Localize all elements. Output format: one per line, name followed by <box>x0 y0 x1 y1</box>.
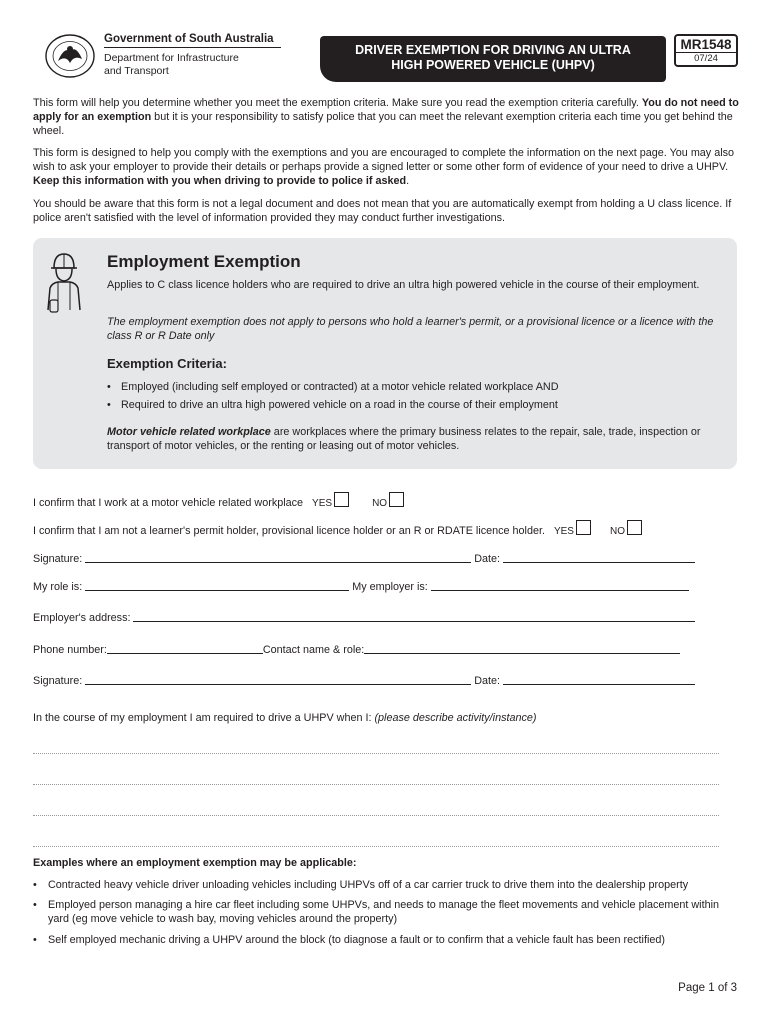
examples-list <box>33 878 733 953</box>
signature-row-2 <box>33 674 695 687</box>
page-number: Page 1 of 3 <box>678 982 737 994</box>
example-item: • Employed person managing a hire car fleet including some UHPVs, and needs to manage the fleet movements and vehicle placement within yard (eg move vehicle to wash bay, moving vehicles around the property) <box>33 898 733 926</box>
example-item: • Self employed mechanic driving a UHPV around the block (to diagnose a fault or to confirm that a vehicle fault has been rectified) <box>33 933 733 947</box>
employer-address-label: Employer's address: <box>33 612 131 624</box>
role-row <box>33 580 689 593</box>
confirm-workplace-row <box>33 492 404 509</box>
no-label: NO <box>372 498 388 509</box>
signature-field[interactable] <box>85 552 471 563</box>
department-line-1: Department for Infrastructure <box>104 52 239 64</box>
date-field[interactable] <box>503 552 695 563</box>
date-label: Date: <box>474 675 501 687</box>
example-item: • Contracted heavy vehicle driver unloading vehicles including UHPVs off of a car carrier truck to drive them into the dealership property <box>33 878 733 892</box>
intro-p2-bold: Keep this information with you when driving to provide to police if asked <box>33 175 407 188</box>
confirm-workplace-no-checkbox[interactable] <box>389 492 404 507</box>
form-title-line-2: HIGH POWERED VEHICLE (UHPV) <box>391 58 595 72</box>
intro-paragraph-3: You should be aware that this form is not a legal document and does not mean that you are automatically exempt from holding a U class licence. If police aren't satisfied with the level of information provided they may conduct further investigations. <box>33 198 732 225</box>
signature-label: Signature: <box>33 553 83 565</box>
phone-row <box>33 643 680 656</box>
phone-field[interactable] <box>107 643 263 654</box>
form-version: 07/24 <box>676 52 736 64</box>
description-line[interactable] <box>33 784 719 785</box>
intro-p2-text-2: . <box>406 175 410 188</box>
examples-heading: Examples where an employment exemption may be applicable: <box>33 857 357 869</box>
date-label: Date: <box>474 553 501 565</box>
header-rule <box>104 47 281 48</box>
sa-government-logo <box>44 33 96 79</box>
confirm-workplace-label: I confirm that I work at a motor vehicle related workplace <box>33 497 304 509</box>
intro-p1-bold: You do not need to apply for an exemption <box>33 97 739 124</box>
intro-p2-text: This form is designed to help you comply with the exemptions and you are encouraged to complete the information on the next page. You may also wish to ask your employer to provide their details or perhaps provide a signed letter or some other form of evidence of your need to drive a UHPV. <box>33 147 735 174</box>
employment-applies-text: Applies to C class licence holders who are required to drive an ultra high powered vehicle in the course of their employment. <box>107 279 700 291</box>
signature-row-1 <box>33 552 695 565</box>
employer-address-field[interactable] <box>133 611 695 622</box>
employer-field[interactable] <box>431 580 689 591</box>
confirm-licence-label: I confirm that I am not a learner's permit holder, provisional licence holder or an R or RDATE licence holder. <box>33 525 545 537</box>
worker-icon <box>44 250 84 320</box>
yes-label: YES <box>553 526 574 537</box>
signature-field-2[interactable] <box>85 674 471 685</box>
employment-note <box>107 315 719 343</box>
form-title-banner <box>320 36 666 82</box>
role-label: My role is: <box>33 581 83 593</box>
department-line-2: and Transport <box>104 64 169 77</box>
confirm-licence-yes-checkbox[interactable] <box>576 520 591 535</box>
workplace-definition-text: are workplaces where the primary business relates to the repair, sale, trade, inspection or transport of motor vehicles, or the renting or leasing out of motor vehicles. <box>107 426 701 453</box>
role-field[interactable] <box>85 580 349 591</box>
confirm-workplace-yes-checkbox[interactable] <box>334 492 349 507</box>
employment-note-text: The employment exemption does not apply to persons who hold a learner's permit, or a provisional licence or a licence with the class R or R Date only <box>107 316 714 343</box>
exemption-criteria-title: Exemption Criteria: <box>107 356 227 371</box>
description-line[interactable] <box>33 815 719 816</box>
government-title: Government of South Australia <box>104 33 274 45</box>
description-line[interactable] <box>33 753 719 754</box>
contact-label: Contact name & role: <box>262 644 365 656</box>
employer-label: My employer is: <box>352 581 428 593</box>
intro-p1-text: This form will help you determine whether you meet the exemption criteria. Make sure you read the exemption criteria carefully. <box>33 97 642 109</box>
contact-field[interactable] <box>364 643 680 654</box>
course-prompt-hint: (please describe activity/instance) <box>374 712 537 724</box>
criteria-item: • Employed (including self employed or contracted) at a motor vehicle related workplace AND <box>107 378 559 396</box>
form-title-line-1: DRIVER EXEMPTION FOR DRIVING AN ULTRA <box>355 43 631 57</box>
form-code: MR1548 <box>680 37 732 52</box>
confirm-licence-row <box>33 520 642 537</box>
intro-paragraph-1 <box>33 96 743 139</box>
intro-p1-text-2: but it is your responsibility to satisfy police that you can meet the relevant exemption criteria each time you get behind the wheel. <box>33 111 733 138</box>
phone-label: Phone number: <box>33 644 107 656</box>
course-of-employment-prompt <box>33 712 536 724</box>
department-name <box>104 52 239 77</box>
workplace-definition <box>107 425 719 453</box>
form-code-box <box>674 34 738 67</box>
date-field-2[interactable] <box>503 674 695 685</box>
confirm-licence-no-checkbox[interactable] <box>627 520 642 535</box>
signature-label: Signature: <box>33 675 83 687</box>
exemption-criteria-list <box>107 378 559 414</box>
intro-paragraph-2 <box>33 146 743 189</box>
employment-exemption-title: Employment Exemption <box>107 252 301 271</box>
course-prompt-text: In the course of my employment I am required to drive a UHPV when I: <box>33 712 375 724</box>
criteria-item: • Required to drive an ultra high powered vehicle on a road in the course of their employment <box>107 396 559 414</box>
workplace-definition-bold: Motor vehicle related workplace <box>107 426 271 438</box>
yes-label: YES <box>312 498 333 509</box>
employer-address-row <box>33 611 695 624</box>
no-label: NO <box>609 526 625 537</box>
description-line[interactable] <box>33 846 719 847</box>
